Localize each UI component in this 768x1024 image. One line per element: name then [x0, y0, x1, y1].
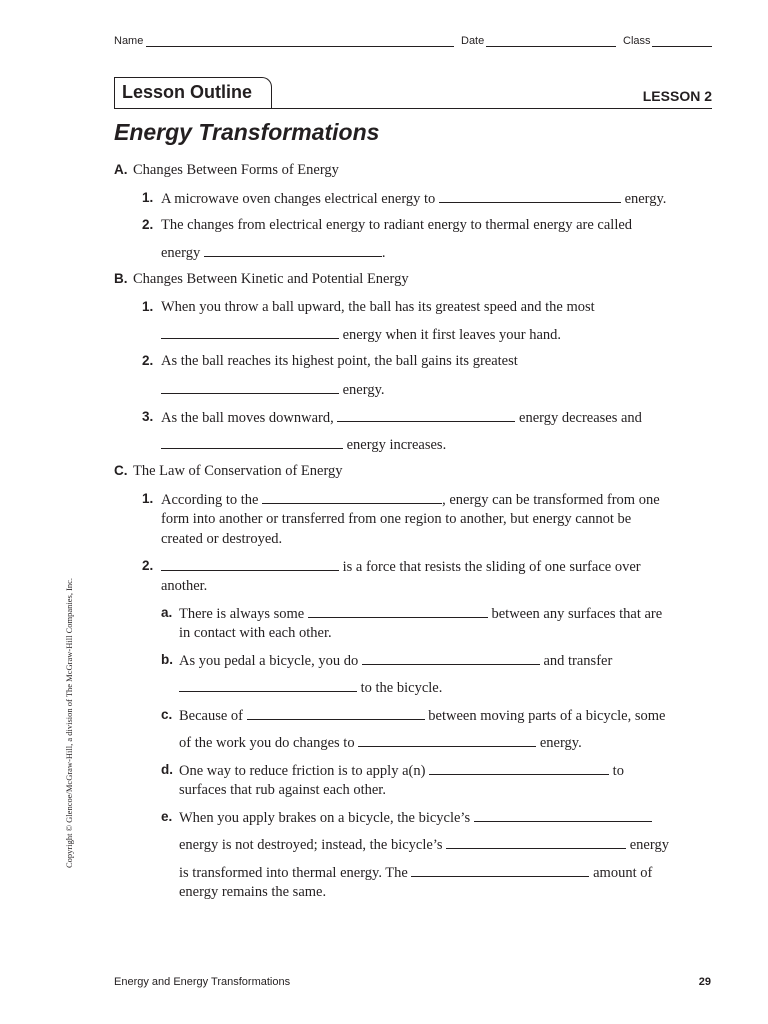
- section-b-heading: Changes Between Kinetic and Potential Energy: [133, 271, 409, 287]
- lesson-number: LESSON 2: [642, 88, 712, 104]
- cb-text-2: and transfer: [543, 653, 613, 669]
- a2-blank[interactable]: [204, 243, 382, 257]
- page-number: 29: [698, 976, 711, 988]
- cd-text-3: surfaces that rub against each other.: [179, 782, 386, 798]
- b3-text-2: energy decreases and: [519, 410, 642, 426]
- ca-mark: a.: [161, 605, 173, 620]
- cb-mark: b.: [161, 652, 173, 667]
- footer-chapter-title: Energy and Energy Transformations: [114, 976, 291, 988]
- ce-text-3: energy: [629, 837, 669, 853]
- cc-text-1: Because of: [179, 708, 244, 724]
- b1-text-2: energy when it first leaves your hand.: [342, 327, 562, 343]
- cc-text-2: between moving parts of a bicycle, some: [428, 708, 666, 724]
- cb-blank-1[interactable]: [362, 651, 540, 665]
- ca-line-1: [179, 604, 662, 623]
- b3-text-3: energy increases.: [346, 437, 447, 453]
- a1-text-2: energy.: [624, 191, 667, 207]
- lesson-outline-label: Lesson Outline: [122, 82, 253, 102]
- b3-line-2: [161, 435, 446, 454]
- b2-text-2: energy.: [342, 382, 385, 398]
- date-blank[interactable]: [486, 46, 616, 47]
- date-label: Date: [461, 35, 485, 47]
- c1-text-4: created or destroyed.: [161, 531, 283, 547]
- cc-text-3: of the work you do changes to: [179, 735, 355, 751]
- name-blank[interactable]: [146, 46, 454, 47]
- a1-mark: 1.: [142, 190, 154, 205]
- a1-blank[interactable]: [439, 189, 621, 203]
- c2-text-1: is a force that resists the sliding of one surface over: [342, 559, 641, 575]
- ce-text-6: energy remains the same.: [179, 884, 327, 900]
- cc-line-1: [179, 706, 665, 725]
- ca-blank[interactable]: [308, 604, 488, 618]
- cd-line-1: [179, 761, 624, 780]
- cc-mark: c.: [161, 707, 173, 722]
- c1-blank[interactable]: [262, 490, 442, 504]
- ce-text-1: When you apply brakes on a bicycle, the bicycle’s: [179, 810, 471, 826]
- b1-line-2: [161, 325, 561, 344]
- b3-mark: 3.: [142, 409, 154, 424]
- ce-blank-1[interactable]: [474, 808, 652, 822]
- cc-text-4: energy.: [539, 735, 582, 751]
- b2-blank[interactable]: [161, 380, 339, 394]
- cb-text-3: to the bicycle.: [360, 680, 443, 696]
- class-label: Class: [623, 35, 651, 47]
- c2-mark: 2.: [142, 558, 154, 573]
- b3-text-1: As the ball moves downward,: [161, 410, 334, 426]
- cb-line-1: [179, 651, 612, 670]
- a1-line: [161, 189, 666, 208]
- ca-text-3: in contact with each other.: [179, 625, 332, 641]
- cd-text-1: One way to reduce friction is to apply a(n): [179, 763, 426, 779]
- c1-text-1: According to the: [161, 492, 259, 508]
- header-rule: [114, 108, 712, 109]
- ca-text-1: There is always some: [179, 606, 305, 622]
- ce-text-5: amount of: [593, 865, 653, 881]
- c1-line-1: [161, 490, 660, 509]
- cd-mark: d.: [161, 762, 173, 777]
- c2-line-1: [161, 557, 641, 576]
- section-c-mark: C.: [114, 463, 128, 478]
- ce-blank-3[interactable]: [411, 863, 589, 877]
- a2-text-2: energy: [161, 245, 201, 261]
- a2-text-3: .: [381, 245, 386, 261]
- cc-line-2: [179, 733, 582, 752]
- class-blank[interactable]: [652, 46, 712, 47]
- cb-text-1: As you pedal a bicycle, you do: [179, 653, 359, 669]
- b1-text-1: When you throw a ball upward, the ball has its greatest speed and the most: [161, 299, 595, 315]
- ca-text-2: between any surfaces that are: [491, 606, 663, 622]
- a2-line-2: [161, 243, 385, 262]
- a1-text-1: A microwave oven changes electrical energy to: [161, 191, 436, 207]
- page-title: Energy Transformations: [114, 119, 380, 145]
- b1-blank[interactable]: [161, 325, 339, 339]
- ce-line-1: [179, 808, 652, 827]
- ce-text-2: energy is not destroyed; instead, the bicycle’s: [179, 837, 443, 853]
- section-b-mark: B.: [114, 271, 128, 286]
- b2-mark: 2.: [142, 353, 154, 368]
- c2-blank[interactable]: [161, 557, 339, 571]
- ce-line-2: [179, 835, 669, 854]
- section-a-mark: A.: [114, 162, 128, 177]
- a2-mark: 2.: [142, 217, 154, 232]
- copyright-notice: Copyright © Glencoe/McGraw-Hill, a division of The McGraw-Hill Companies, Inc.: [64, 577, 74, 868]
- cb-line-2: [179, 678, 442, 697]
- c1-text-3: form into another or transferred from one region to another, but energy cannot be: [161, 511, 632, 527]
- b2-line-2: [161, 380, 385, 399]
- b3-blank-2[interactable]: [161, 435, 343, 449]
- cd-blank[interactable]: [429, 761, 609, 775]
- c1-text-2: , energy can be transformed from one: [442, 492, 660, 508]
- b2-text-1: As the ball reaches its highest point, the ball gains its greatest: [161, 353, 518, 369]
- c1-mark: 1.: [142, 491, 154, 506]
- ce-text-4: is transformed into thermal energy. The: [179, 865, 408, 881]
- ce-blank-2[interactable]: [446, 835, 626, 849]
- ce-mark: e.: [161, 809, 173, 824]
- name-label: Name: [114, 35, 144, 47]
- cd-text-2: to: [612, 763, 624, 779]
- a2-text-1: The changes from electrical energy to radiant energy to thermal energy are called: [161, 217, 633, 233]
- cc-blank-2[interactable]: [358, 733, 536, 747]
- ce-line-3: [179, 863, 652, 882]
- c2-text-2: another.: [161, 578, 208, 594]
- section-c-heading: The Law of Conservation of Energy: [133, 463, 343, 479]
- b3-line-1: [161, 408, 642, 427]
- cc-blank-1[interactable]: [247, 706, 425, 720]
- section-a-heading: Changes Between Forms of Energy: [133, 162, 339, 178]
- b1-mark: 1.: [142, 299, 154, 314]
- cb-blank-2[interactable]: [179, 678, 357, 692]
- b3-blank-1[interactable]: [337, 408, 515, 422]
